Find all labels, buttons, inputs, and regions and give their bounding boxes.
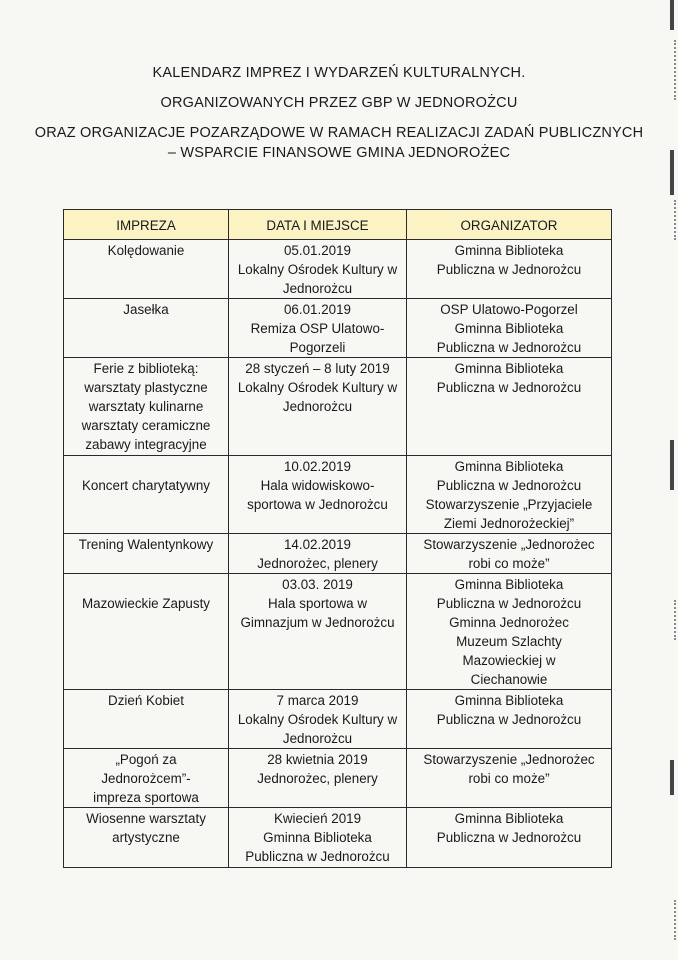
cell-text-line: Kolędowanie	[107, 243, 185, 258]
cell-text-line: Hala widowiskowo-	[260, 478, 375, 493]
scan-edge-mark	[670, 150, 674, 195]
cell-text-line: Koncert charytatywny	[81, 478, 210, 493]
cell-text-line: Publiczna w Jednorożcu	[436, 830, 582, 845]
cell-text-line: Publiczna w Jednorożcu	[436, 262, 582, 277]
cell-text-line: Gminna Biblioteka	[454, 361, 564, 376]
cell-text-line: Publiczna w Jednorożcu	[436, 380, 582, 395]
cell-text-line: „Pogoń za	[115, 752, 177, 767]
table-row	[64, 574, 612, 690]
cell-text-line: Gimnazjum w Jednorożcu	[240, 615, 395, 630]
cell-text-line	[66, 575, 226, 594]
cell-text-line: Hala sportowa w	[268, 596, 367, 611]
cell-text-line: Jednorożcu	[282, 281, 353, 296]
cell-text-line: Stowarzyszenie „Jednorożec	[423, 537, 595, 552]
date-place-cell	[229, 808, 407, 868]
title-line-2: ORGANIZOWANYCH PRZEZ GBP W JEDNOROŻCU	[160, 95, 518, 111]
cell-text-line: Gminna Biblioteka	[454, 577, 564, 592]
scan-edge-mark	[670, 440, 674, 490]
date-place-cell	[229, 574, 407, 690]
cell-text-line: Publiczna w Jednorożcu	[245, 849, 390, 864]
organizer-cell	[407, 299, 612, 358]
scan-edge-mark	[672, 200, 676, 240]
cell-text-line: Muzeum Szlachty	[456, 634, 562, 649]
scan-edge-mark	[670, 760, 674, 795]
header-date-place: DATA I MIEJSCE	[229, 210, 407, 240]
scan-edge-mark	[672, 600, 676, 640]
event-cell	[64, 574, 229, 690]
table-header-row	[64, 210, 612, 240]
cell-text-line: Gminna Biblioteka	[454, 321, 564, 336]
cell-text-line: Ferie z biblioteką:	[93, 361, 199, 376]
header-event: IMPREZA	[64, 210, 229, 240]
cell-text-line: Gminna Biblioteka	[263, 830, 372, 845]
cell-text-line: Ziemi Jednorożeckiej”	[443, 516, 575, 531]
cell-text-line: Jednorożcu	[282, 399, 353, 414]
table-row	[64, 456, 612, 534]
organizer-cell	[407, 808, 612, 868]
cell-text-line: Stowarzyszenie „Jednorożec	[423, 752, 595, 767]
cell-text-line: Ciechanowie	[470, 672, 548, 687]
title-line-4: – WSPARCIE FINANSOWE GMINA JEDNOROŻEC	[167, 145, 511, 161]
event-cell	[64, 240, 229, 299]
cell-text-line: robi co może”	[468, 556, 550, 571]
date-place-cell	[229, 749, 407, 808]
scan-edge-mark	[670, 0, 674, 30]
cell-text-line: Publiczna w Jednorożcu	[436, 478, 582, 493]
organizer-cell	[407, 690, 612, 749]
cell-text-line: Jednorożec, plenery	[257, 771, 378, 786]
organizer-cell	[407, 456, 612, 534]
events-table	[63, 209, 612, 868]
date-place-cell	[229, 240, 407, 299]
organizer-cell	[407, 749, 612, 808]
cell-text-line: zabawy integracyjne	[85, 437, 207, 452]
cell-text-line: Wiosenne warsztaty	[86, 811, 206, 826]
cell-text-line: Gminna Biblioteka	[454, 811, 564, 826]
cell-text-line: Publiczna w Jednorożcu	[436, 340, 582, 355]
header-organizer: ORGANIZATOR	[407, 210, 612, 240]
cell-text-line: Lokalny Ośrodek Kultury w	[237, 380, 398, 395]
cell-text-line: Mazowieckiej w	[462, 653, 556, 668]
cell-text-line: Lokalny Ośrodek Kultury w	[237, 712, 398, 727]
organizer-cell	[407, 240, 612, 299]
cell-text-line: 05.01.2019	[283, 243, 352, 258]
cell-text-line: Lokalny Ośrodek Kultury w	[237, 262, 398, 277]
cell-text-line: Stowarzyszenie „Przyjaciele	[425, 497, 593, 512]
cell-text-line: impreza sportowa	[93, 790, 199, 805]
cell-text-line: Jednorożcu	[282, 731, 353, 746]
event-cell	[64, 534, 229, 574]
cell-text-line	[66, 457, 226, 476]
date-place-cell	[229, 534, 407, 574]
cell-text-line: artystyczne	[112, 830, 180, 845]
organizer-cell	[407, 574, 612, 690]
cell-text-line: Pogorzeli	[289, 340, 346, 355]
cell-text-line: 03.03. 2019	[282, 577, 353, 592]
cell-text-line: OSP Ulatowo-Pogorzel	[440, 302, 578, 317]
organizer-cell	[407, 358, 612, 456]
scan-edge-mark	[672, 900, 676, 940]
table-row	[64, 749, 612, 808]
date-place-cell	[229, 299, 407, 358]
cell-text-line: warsztaty ceramiczne	[81, 418, 211, 433]
cell-text-line: 14.02.2019	[283, 537, 352, 552]
cell-text-line: Publiczna w Jednorożcu	[436, 712, 582, 727]
table-row	[64, 299, 612, 358]
cell-text-line: Gminna Biblioteka	[454, 243, 564, 258]
event-cell	[64, 749, 229, 808]
cell-text-line: 28 styczeń – 8 luty 2019	[245, 361, 390, 376]
table-row	[64, 690, 612, 749]
cell-text-line: Mazowieckie Zapusty	[81, 596, 210, 611]
date-place-cell	[229, 690, 407, 749]
event-cell	[64, 358, 229, 456]
table-row	[64, 240, 612, 299]
cell-text-line: 28 kwietnia 2019	[267, 752, 368, 767]
organizer-cell	[407, 534, 612, 574]
title-line-3: ORAZ ORGANIZACJE POZARZĄDOWE W RAMACH REALIZACJI ZADAŃ PUBLICZNYCH	[34, 125, 644, 141]
cell-text-line: robi co może”	[468, 771, 550, 786]
table-row	[64, 808, 612, 868]
table-row	[64, 534, 612, 574]
cell-text-line: warsztaty plastyczne	[84, 380, 208, 395]
cell-text-line: Publiczna w Jednorożcu	[436, 596, 582, 611]
cell-text-line: sportowa w Jednorożcu	[247, 497, 388, 512]
cell-text-line: Trening Walentynkowy	[78, 537, 214, 552]
cell-text-line: Remiza OSP Ulatowo-	[250, 321, 385, 336]
event-cell	[64, 456, 229, 534]
event-cell	[64, 299, 229, 358]
date-place-cell	[229, 358, 407, 456]
cell-text-line: 7 marca 2019	[276, 693, 359, 708]
cell-text-line: Kwiecień 2019	[273, 811, 362, 826]
scan-edge-mark	[672, 40, 676, 100]
cell-text-line: Dzień Kobiet	[108, 693, 184, 708]
date-place-cell	[229, 456, 407, 534]
cell-text-line: warsztaty kulinarne	[88, 399, 204, 414]
cell-text-line: 10.02.2019	[283, 459, 352, 474]
cell-text-line: Jednorożcem”-	[101, 771, 191, 786]
cell-text-line: Gminna Biblioteka	[454, 693, 564, 708]
cell-text-line: Jasełka	[123, 302, 169, 317]
title-line-1: KALENDARZ IMPREZ I WYDARZEŃ KULTURALNYCH.	[152, 65, 526, 81]
table-row	[64, 358, 612, 456]
event-cell	[64, 690, 229, 749]
event-cell	[64, 808, 229, 868]
cell-text-line: Gminna Jednorożec	[449, 615, 569, 630]
cell-text-line: 06.01.2019	[283, 302, 352, 317]
cell-text-line: Gminna Biblioteka	[454, 459, 564, 474]
cell-text-line: Jednorożec, plenery	[257, 556, 378, 571]
